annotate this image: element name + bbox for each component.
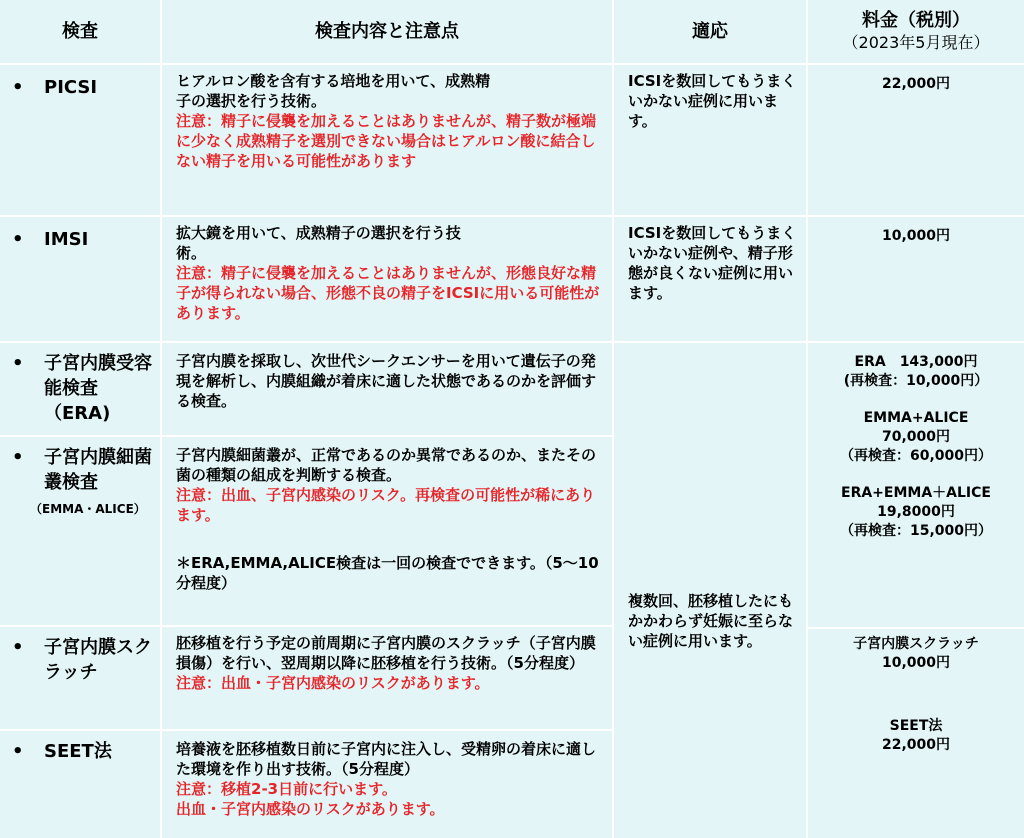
era-name: 子宮内膜受容能検査（ERA) xyxy=(44,353,152,424)
price-era-recheck: (再検査：10,000円） xyxy=(843,373,989,389)
seet-warning-2: 出血・子宮内感染のリスクがあります。 xyxy=(176,800,445,818)
emma-name-sub: （EMMA・ALICE） xyxy=(30,502,146,516)
row-scratch-desc xyxy=(162,627,612,729)
emma-name: 子宮内膜細菌叢検査 xyxy=(44,447,152,493)
row-scratch-name xyxy=(0,627,160,729)
row-imsi-name xyxy=(0,217,160,341)
price-combo: 19,8000円 xyxy=(877,504,955,520)
price-combo-recheck: （再検査：15,000円） xyxy=(839,523,993,539)
imsi-indication: ICSIを数回してもうまくいかない症例や、精子形態が良くない症例に用います。 xyxy=(628,224,797,302)
seet-warning-1: 注意：移植2-3日前に行います。 xyxy=(176,780,397,798)
bullet-icon: • xyxy=(12,353,24,374)
row-era-desc xyxy=(162,343,612,435)
scratch-warning: 注意：出血・子宮内感染のリスクがあります。 xyxy=(176,674,490,692)
price-scratch: 10,000円 xyxy=(881,655,951,671)
price-scratch-seet xyxy=(808,629,1024,838)
seet-desc: 培養液を胚移植数日前に子宮内に注入し、受精卵の着床に適した環境を作り出す技術。（5分程度） xyxy=(176,740,597,778)
emma-note: ＊ERA,EMMA,ALICE検査は一回の検査でできます。（5～10分程度） xyxy=(176,554,599,592)
bullet-icon: • xyxy=(12,741,24,762)
picsi-warning: 注意：精子に侵襲を加えることはありませんが、精子数が極端に少なく成熟精子を選別できない場合はヒアルロン酸に結合しない精子を用いる可能性があります xyxy=(176,112,597,170)
row-imsi-indication xyxy=(614,217,806,341)
picsi-indication: ICSIを数回してもうまくいかない症例に用います。 xyxy=(628,72,797,130)
price-scratch-name: 子宮内膜スクラッチ xyxy=(853,636,979,652)
header-price-label: 料金（税別） xyxy=(862,9,970,31)
row-picsi-indication xyxy=(614,65,806,215)
row-seet-desc xyxy=(162,731,612,838)
emma-desc: 子宮内膜細菌叢が、正常であるのか異常であるのか、またその菌の種類の組成を判断する検査。 xyxy=(176,446,597,484)
row-emma-desc xyxy=(162,437,612,625)
row-picsi-price xyxy=(808,65,1024,215)
bullet-icon: • xyxy=(12,637,24,658)
imsi-name: IMSI xyxy=(44,229,89,250)
shared-indication xyxy=(614,343,806,838)
bullet-icon: • xyxy=(12,77,24,98)
row-era-name xyxy=(0,343,160,435)
picsi-name: PICSI xyxy=(44,77,98,98)
row-imsi-desc xyxy=(162,217,612,341)
header-price xyxy=(808,0,1024,63)
header-price-date: （2023年5月現在） xyxy=(842,32,990,52)
bullet-icon: • xyxy=(12,447,24,468)
imsi-warning: 注意：精子に侵襲を加えることはありませんが、形態良好な精子が得られない場合、形態不良の精子をICSIに用いる可能性があります。 xyxy=(176,264,600,322)
row-picsi-name xyxy=(0,65,160,215)
picsi-desc: ヒアルロン酸を含有する培地を用いて、成熟精子の選択を行う技術。 xyxy=(176,72,491,110)
picsi-price: 22,000円 xyxy=(881,76,951,92)
price-era-emma xyxy=(808,343,1024,627)
header-content xyxy=(162,0,612,63)
scratch-desc: 胚移植を行う予定の前周期に子宮内膜のスクラッチ（子宮内膜損傷）を行い、翌周期以降に胚移植を行う技術。（5分程度） xyxy=(176,634,596,672)
row-seet-name xyxy=(0,731,160,838)
price-seet: 22,000円 xyxy=(881,737,951,753)
emma-warning: 注意：出血、子宮内感染のリスク。再検査の可能性が稀にあります。 xyxy=(176,486,596,524)
era-desc: 子宮内膜を採取し、次世代シークエンサーを用いて遺伝子の発現を解析し、内膜組織が着床に適した状態であるのかを評価する検査。 xyxy=(176,352,597,410)
price-combo-name: ERA+EMMA＋ALICE xyxy=(841,485,991,501)
seet-name: SEET法 xyxy=(44,741,112,762)
price-era: ERA 143,000円 xyxy=(854,354,978,370)
price-emma-recheck: （再検査：60,000円） xyxy=(839,448,993,464)
header-exam-label: 検査 xyxy=(62,20,98,42)
row-emma-name xyxy=(0,437,160,625)
price-emma-name: EMMA+ALICE xyxy=(863,410,969,426)
header-exam xyxy=(0,0,160,63)
imsi-desc: 拡大鏡を用いて、成熟精子の選択を行う技術。 xyxy=(176,224,461,262)
imsi-price: 10,000円 xyxy=(881,228,951,244)
scratch-name: 子宮内膜スクラッチ xyxy=(44,637,152,683)
header-indication xyxy=(614,0,806,63)
price-emma: 70,000円 xyxy=(881,429,951,445)
header-content-label: 検査内容と注意点 xyxy=(315,20,459,42)
bullet-icon: • xyxy=(12,229,24,250)
row-imsi-price xyxy=(808,217,1024,341)
shared-indication-text: 複数回、胚移植したにもかかわらず妊娠に至らない症例に用います。 xyxy=(628,591,794,650)
row-picsi-desc xyxy=(162,65,612,215)
price-seet-name: SEET法 xyxy=(889,718,943,734)
header-indication-label: 適応 xyxy=(692,20,728,42)
